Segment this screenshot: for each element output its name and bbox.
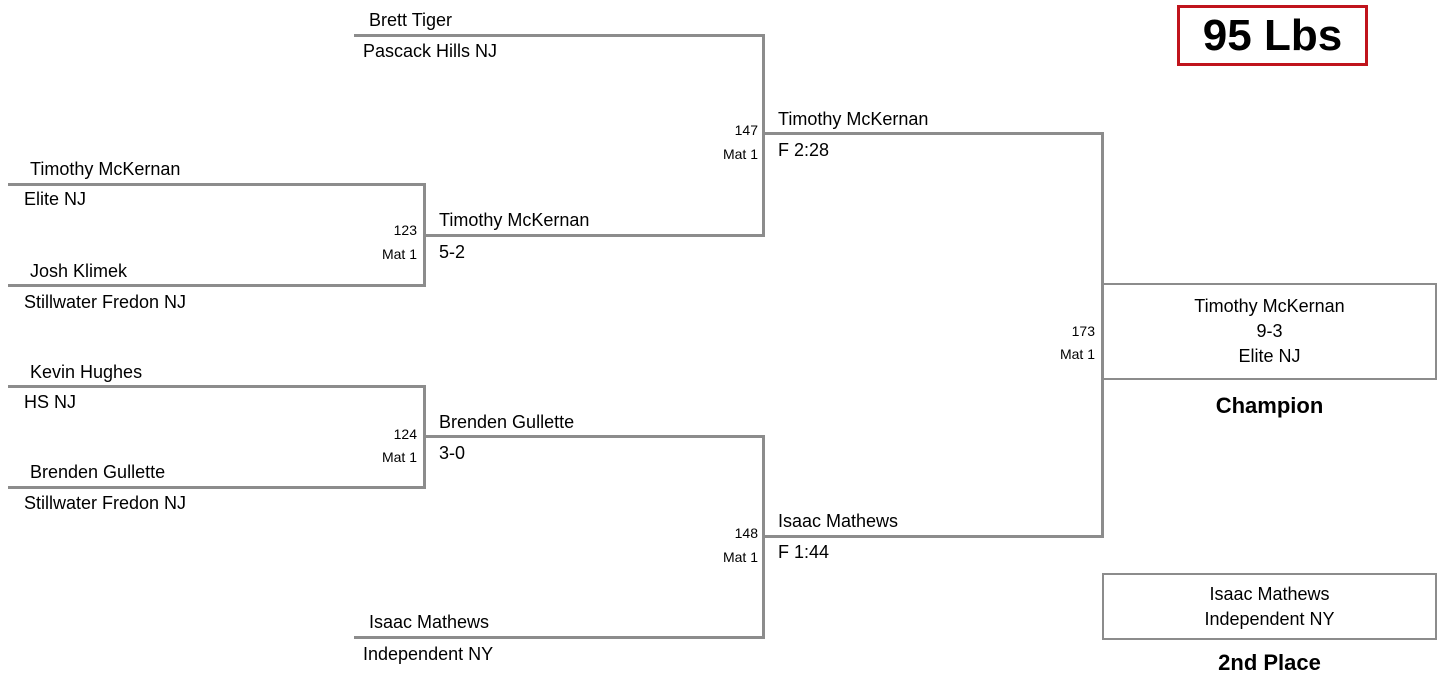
r2-m1-match-number: 147 bbox=[734, 122, 758, 138]
r2-m1-top-name: Brett Tiger bbox=[369, 10, 453, 30]
semi-bottom-line bbox=[764, 535, 1104, 538]
second-place-box bbox=[1102, 573, 1437, 640]
r1-m2-mat: Mat 1 bbox=[381, 449, 417, 465]
r2-m1-top-line bbox=[354, 34, 765, 37]
second-place-label: 2nd Place bbox=[1218, 650, 1321, 675]
r2-m2-match-number: 148 bbox=[734, 525, 758, 541]
r1-m1-match-number: 123 bbox=[393, 222, 417, 238]
r2-m2-top-name: Brenden Gullette bbox=[439, 412, 575, 432]
r2-m2-top-line bbox=[425, 435, 765, 438]
weight-class-title bbox=[1177, 5, 1368, 66]
r1-m2-top-name: Kevin Hughes bbox=[30, 362, 143, 382]
champion-result: 9-3 bbox=[1256, 321, 1283, 341]
r1-m1-top-name: Timothy McKernan bbox=[30, 159, 181, 179]
second-place-team: Independent NY bbox=[1204, 608, 1335, 629]
second-place-name: Isaac Mathews bbox=[1209, 583, 1330, 604]
r2-m1-top-team: Pascack Hills NJ bbox=[363, 41, 498, 61]
final-mat: Mat 1 bbox=[1059, 346, 1095, 362]
semi-top-name: Timothy McKernan bbox=[778, 109, 929, 129]
r2-m2-bottom-name: Isaac Mathews bbox=[369, 612, 490, 632]
r1-m1-top-line bbox=[8, 183, 426, 186]
champion-box bbox=[1102, 283, 1437, 380]
r2-m1-connector bbox=[762, 34, 765, 237]
r2-m1-bottom-name: Timothy McKernan bbox=[439, 210, 590, 230]
champion-team: Elite NJ bbox=[1238, 346, 1301, 366]
semi-bottom-result: F 1:44 bbox=[778, 542, 830, 562]
r1-m2-bottom-name: Brenden Gullette bbox=[30, 462, 166, 482]
r1-m1-bottom-name: Josh Klimek bbox=[30, 261, 128, 281]
r1-m1-bottom-team: Stillwater Fredon NJ bbox=[24, 292, 187, 312]
r2-m2-bottom-team: Independent NY bbox=[363, 644, 494, 664]
r1-m2-top-line bbox=[8, 385, 426, 388]
r2-m2-mat: Mat 1 bbox=[722, 549, 758, 565]
r1-m1-bottom-line bbox=[8, 284, 426, 287]
r2-m1-bottom-result: 5-2 bbox=[439, 242, 466, 262]
weight-class-label: 95 Lbs bbox=[1202, 10, 1343, 60]
champion-label: Champion bbox=[1215, 393, 1324, 418]
r2-m2-top-result: 3-0 bbox=[439, 443, 466, 463]
r1-m1-top-team: Elite NJ bbox=[24, 189, 87, 209]
r1-m2-top-team: HS NJ bbox=[24, 392, 77, 412]
r2-m1-mat: Mat 1 bbox=[722, 146, 758, 162]
semi-top-result: F 2:28 bbox=[778, 140, 830, 160]
r1-m1-mat: Mat 1 bbox=[381, 246, 417, 262]
r1-m2-bottom-line bbox=[8, 486, 426, 489]
final-match-number: 173 bbox=[1071, 323, 1095, 339]
semi-top-line bbox=[764, 132, 1104, 135]
r2-m1-bottom-line bbox=[425, 234, 765, 237]
r1-m2-match-number: 124 bbox=[393, 426, 417, 442]
champion-name: Timothy McKernan bbox=[1194, 296, 1345, 316]
r2-m2-bottom-line bbox=[354, 636, 765, 639]
semi-bottom-name: Isaac Mathews bbox=[778, 511, 899, 531]
r1-m2-bottom-team: Stillwater Fredon NJ bbox=[24, 493, 187, 513]
